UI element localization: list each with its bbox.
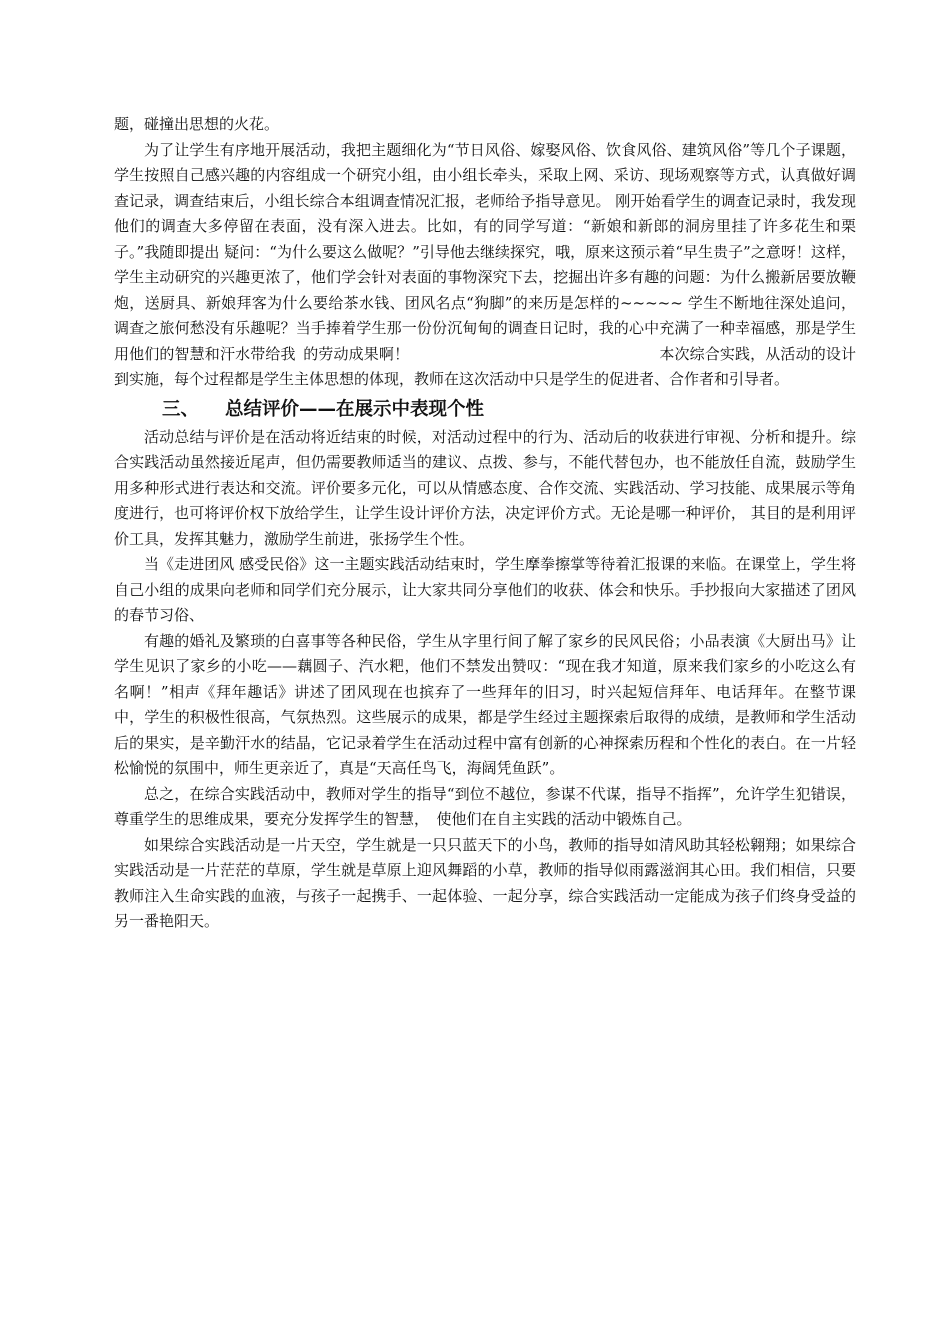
section-title: 总结评价——在展示中表现个性: [225, 398, 485, 420]
document-page: [114, 112, 856, 935]
paragraph-subtopics-part3: 本次综合实践，从活动的设计到实施，每个过程都是学生主体思想的体现，教师在这次活动中只是学生的促进者、合作者和引导者。: [114, 344, 856, 388]
section-number: 三、: [162, 398, 200, 420]
paragraph-summary-part1: 总之，在综合实践活动中，教师对学生的指导“到位不越位，参谋不代谋，指导不指挥”，允许学生犯错误，尊重学生的思维成果，要充分发挥学生的智慧，: [114, 784, 856, 828]
paragraph-showcase: 当《走进团风 感受民俗》这一主题实践活动结束时，学生摩拳擦掌等待着汇报课的来临。在课堂上，学生将自己小组的成果向老师和同学们充分展示，让大家共同分享他们的收获、体会和快乐。手抄报向大家描述了团风的春节习俗、: [114, 555, 856, 624]
paragraph-intro-tail: 题，碰撞出思想的火花。: [114, 115, 280, 133]
paragraph-summary-part2: 使他们在自主实践的活动中锻炼自己。: [436, 810, 692, 828]
paragraph-subtopics: [114, 138, 856, 393]
paragraph-conclusion: 如果综合实践活动是一片天空，学生就是一只只蓝天下的小鸟，教师的指导如清风助其轻松翱翔；如果综合实践活动是一片茫茫的草原，学生就是草原上迎风舞蹈的小草，教师的指导似雨露滋润其心田。我们相信，只要教师注入生命实践的血液，与孩子一起携手、一起体验、一起分享，综合实践活动一定能成为孩子们终身受益的另一番艳阳天。: [114, 835, 856, 930]
paragraph-summary: [114, 782, 856, 833]
paragraph-customs: 有趣的婚礼及繁琐的白喜事等各种民俗，学生从字里行间了解了家乡的民风民俗；小品表演《大厨出马》让学生见识了家乡的小吃——藕圆子、汽水粑，他们不禁发出赞叹：“现在我才知道，原来我们家乡的小吃这么有名啊！”相声《拜年趣话》讲述了团风现在也摈弃了一些拜年的旧习，时兴起短信拜年、电话拜年。在整节课中，学生的积极性很高，气氛热烈。这些展示的成果，都是学生经过主题探索后取得的成绩，是教师和学生活动后的果实，是辛勤汗水的结晶，它记录着学生在活动过程中富有创新的心神探索历程和个性化的表白。在一片轻松愉悦的氛围中，师生更亲近了，真是“天高任鸟飞，海阔凭鱼跃”。: [114, 631, 856, 777]
paragraph-evaluation: 活动总结与评价是在活动将近结束的时候，对活动过程中的行为、活动后的收获进行审视、分析和提升。综合实践活动虽然接近尾声，但仍需要教师适当的建议、点拨、参与，不能代替包办，也不能放任自流，鼓励学生用多种形式进行表达和交流。评价要多元化，可以从情感态度、合作交流、实践活动、学习技能、成果展示等角度进行，也可将评价权下放给学生，让学生设计评价方法，决定评价方式。无论是哪一种评价， 其目的是利用评价工具，发挥其魅力，激励学生前进，张扬学生个性。: [114, 427, 856, 548]
paragraph-subtopics-part1: 为了让学生有序地开展活动，我把主题细化为“节日风俗、嫁娶风俗、饮食风俗、建筑风俗”等几个子课题，学生按照自己感兴趣的内容组成一个研究小组，由小组长牵头，采取上网、采访、现场观察等方式，认真做好调查记录，调查结束后，小组长综合本组调查情况汇报，老师给予指导意见。 刚开始看学生的调查记录时，我发现他们的调查大多停留在表面，没有深入进去。比如，有的同学写道：“新娘和新郎的洞房里挂了许多花生和栗子。”我随即提出 疑问：“为什么要这么做呢？”引导他去继续探究，哦，原来这预示着“早生贵子”之意呀！这样，学生主动研究的兴趣更浓了，他们学会针对表面的事物深究下去，挖掘出许多有趣的问题：为什么搬新居要放鞭炮，送厨具、新娘拜客为什么要给茶水钱、团风名点“狗脚”的来历是怎样的~~~~~ 学生不断地往深处追问，调查之旅何愁没有乐趣呢？当手捧着学生那一份份沉甸甸的调查日记时，我的心中充满了一种幸福感，那是学生用他们的智慧和汗水带给我: [114, 140, 856, 363]
paragraph-subtopics-part2: 的劳动成果啊！: [303, 344, 410, 363]
section-heading: [114, 395, 856, 425]
